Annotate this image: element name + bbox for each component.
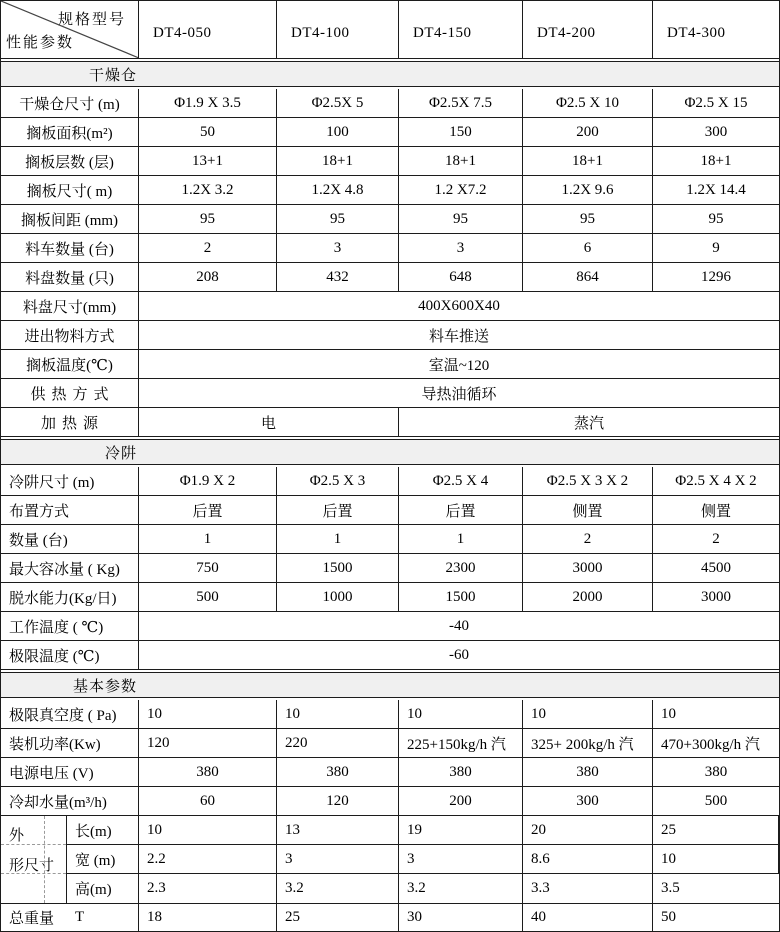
row-label: 冷却水量(m³/h) [1, 787, 139, 815]
row-label [1, 904, 139, 931]
table-row [1, 263, 779, 292]
table-cell: 10 [661, 705, 676, 722]
table-cell: Φ2.5 X 3 X 2 [523, 467, 653, 495]
table-cell: 1 [277, 525, 399, 553]
table-row [1, 89, 779, 118]
table-cell: Φ2.5 X 3 [277, 467, 399, 495]
table-row [1, 379, 779, 408]
dims-sub-label: 高(m) [67, 874, 139, 903]
table-cell: 500 [139, 583, 277, 611]
dims-dotted-gridline [1, 873, 66, 874]
table-cell: 325+ 200kg/h 汽 [523, 729, 653, 757]
table-cell: 20 [523, 816, 653, 845]
table-cell: Φ1.9 X 3.5 [139, 89, 277, 117]
table-cell-merged: -60 [449, 646, 469, 663]
table-cell: 220 [277, 729, 399, 757]
table-row [1, 758, 779, 787]
table-cell: 120 [277, 787, 399, 815]
table-cell: 150 [399, 118, 523, 146]
table-cell: 2 [139, 234, 277, 262]
corner-label-bottom: 性能参数 [6, 35, 75, 51]
table-row [1, 147, 779, 176]
section-title: 冷阱 [104, 445, 137, 462]
table-cell: 10 [277, 700, 399, 728]
row-label: 极限真空度 ( Pa) [1, 700, 139, 728]
table-cell: 19 [399, 816, 523, 845]
table-cell: 13+1 [139, 147, 277, 175]
table-cell: 4500 [701, 559, 731, 576]
table-cell: 侧置 [523, 496, 653, 524]
table-cell: 后置 [277, 496, 399, 524]
table-row [1, 234, 779, 263]
table-cell: 9 [712, 239, 720, 256]
rows-host [1, 61, 779, 931]
model-header-1: DT4-050 [139, 1, 277, 58]
table-cell-merged: 导热油循环 [421, 386, 497, 403]
table-cell-merged: -40 [449, 617, 469, 634]
table-row [1, 525, 779, 554]
table-cell: 1.2X 9.6 [523, 176, 653, 204]
table-cell: 2300 [399, 554, 523, 582]
table-header [1, 1, 779, 59]
table-cell: 10 [653, 845, 779, 874]
total-label: 总重量 [9, 911, 55, 927]
table-row [1, 350, 779, 379]
row-label: 电源电压 (V) [1, 758, 139, 786]
table-cell: 30 [399, 904, 523, 931]
dims-sub-label: 宽 (m) [67, 845, 139, 874]
row-label: 工作温度 ( ℃) [1, 612, 139, 640]
table-cell: 2.2 [139, 845, 277, 874]
section-title: 基本参数 [72, 678, 137, 695]
table-row [1, 729, 779, 758]
table-cell: 1500 [399, 583, 523, 611]
table-cell: 侧置 [700, 503, 731, 520]
table-cell: 380 [139, 758, 277, 786]
table-cell: 750 [139, 554, 277, 582]
table-cell: 95 [139, 205, 277, 233]
table-cell: 3 [277, 234, 399, 262]
table-cell: 432 [277, 263, 399, 291]
model-header-5: DT4-300 [667, 25, 726, 41]
table-cell: 200 [523, 118, 653, 146]
row-label: 加热源 [1, 408, 139, 436]
table-cell: 95 [277, 205, 399, 233]
model-header-3: DT4-150 [399, 1, 523, 58]
table-row [1, 787, 779, 816]
model-header-2: DT4-100 [277, 1, 399, 58]
table-cell: 1.2X 14.4 [686, 181, 746, 198]
row-label: 搁板尺寸( m) [1, 176, 139, 204]
dims-outer-cell [1, 816, 67, 903]
row-label: 供热方式 [1, 379, 139, 407]
row-label: 数量 (台) [1, 525, 139, 553]
section-header [1, 439, 779, 465]
table-cell: 3.2 [277, 874, 399, 903]
dims-outer-text: 外 [9, 828, 25, 844]
table-cell: 后置 [399, 496, 523, 524]
table-cell: 380 [523, 758, 653, 786]
table-cell: 225+150kg/h 汽 [399, 729, 523, 757]
table-cell: 380 [277, 758, 399, 786]
table-cell: 100 [277, 118, 399, 146]
table-cell: 3.5 [661, 880, 680, 896]
table-row [1, 904, 779, 931]
table-cell: 470+300kg/h 汽 [661, 736, 760, 753]
table-cell: 95 [708, 210, 724, 227]
section-header [1, 61, 779, 87]
dims-dotted-gridline [44, 816, 45, 903]
table-cell: Φ2.5X 5 [277, 89, 399, 117]
section-title: 干燥仓 [88, 67, 137, 84]
table-cell: 8.6 [523, 845, 653, 874]
table-cell: 380 [704, 763, 728, 780]
table-cell: 1296 [701, 268, 731, 285]
model-header-4: DT4-200 [523, 1, 653, 58]
table-row [1, 118, 779, 147]
table-cell: 3 [277, 845, 399, 874]
table-row [1, 205, 779, 234]
table-cell: 10 [523, 700, 653, 728]
table-cell: 2 [523, 525, 653, 553]
table-row [1, 612, 779, 641]
table-cell: 1.2X 3.2 [139, 176, 277, 204]
table-cell: 208 [139, 263, 277, 291]
row-label: 料盘尺寸(mm) [1, 292, 139, 320]
table-cell: 1.2 X7.2 [399, 176, 523, 204]
table-cell: 2000 [523, 583, 653, 611]
table-cell: 1.2X 4.8 [277, 176, 399, 204]
table-cell: 300 [523, 787, 653, 815]
table-cell: 3000 [523, 554, 653, 582]
table-cell: 3 [399, 845, 523, 874]
row-label: 进出物料方式 [1, 321, 139, 349]
table-cell: 1000 [277, 583, 399, 611]
table-cell: 95 [523, 205, 653, 233]
row-label: 料车数量 (台) [1, 234, 139, 262]
row-label: 搁板间距 (mm) [1, 205, 139, 233]
table-cell: 后置 [139, 496, 277, 524]
table-row [1, 321, 779, 350]
table-cell: 3.2 [399, 874, 523, 903]
corner-cell [1, 1, 139, 58]
dims-outer-text: 形尺寸 [9, 858, 55, 874]
table-cell: Φ2.5 X 4 [399, 467, 523, 495]
row-label: 搁板面积(m²) [1, 118, 139, 146]
row-label: 脱水能力(Kg/日) [1, 583, 139, 611]
table-cell: Φ2.5 X 15 [684, 94, 748, 111]
table-cell: 18+1 [523, 147, 653, 175]
row-label: 搁板温度(℃) [1, 350, 139, 378]
row-label: 冷阱尺寸 (m) [1, 467, 139, 495]
row-label: 料盘数量 (只) [1, 263, 139, 291]
table-cell: 3000 [701, 588, 731, 605]
table-cell: 95 [399, 205, 523, 233]
table-cell: 648 [399, 263, 523, 291]
table-cell: 1500 [277, 554, 399, 582]
table-cell: 18+1 [399, 147, 523, 175]
row-label: 装机功率(Kw) [1, 729, 139, 757]
table-cell: 10 [139, 700, 277, 728]
table-cell: Φ1.9 X 2 [139, 467, 277, 495]
table-row [1, 176, 779, 205]
table-cell-merged: 室温~120 [428, 357, 490, 374]
table-row [1, 292, 779, 321]
row-label: 搁板层数 (层) [1, 147, 139, 175]
row-label: 布置方式 [1, 496, 139, 524]
table-cell: 50 [139, 118, 277, 146]
table-cell: 18+1 [277, 147, 399, 175]
row-label: 最大容冰量 ( Kg) [1, 554, 139, 582]
table-cell: 18+1 [700, 152, 732, 169]
table-row [1, 554, 779, 583]
table-cell: 60 [139, 787, 277, 815]
table-row [1, 641, 779, 670]
table-cell: 300 [704, 123, 728, 140]
table-cell-merged: 电 [139, 408, 399, 436]
total-unit: T [75, 909, 85, 925]
table-cell: 864 [523, 263, 653, 291]
table-cell: 380 [399, 758, 523, 786]
dims-dotted-gridline [1, 844, 66, 845]
table-row [1, 496, 779, 525]
table-row [1, 408, 779, 437]
table-cell: Φ2.5 X 4 X 2 [675, 472, 757, 489]
table-cell: 25 [653, 816, 779, 845]
table-cell: 120 [139, 729, 277, 757]
section-header [1, 672, 779, 698]
table-cell: 13 [277, 816, 399, 845]
dims-sub-label: 长(m) [67, 816, 139, 845]
table-cell-merged: 蒸汽 [573, 415, 604, 432]
table-cell: 40 [523, 904, 653, 931]
row-label: 干燥仓尺寸 (m) [1, 89, 139, 117]
row-label: 极限温度 (℃) [1, 641, 139, 669]
table-cell: Φ2.5 X 10 [523, 89, 653, 117]
table-cell: 10 [139, 816, 277, 845]
table-cell: 500 [704, 792, 728, 809]
table-cell: 18 [139, 904, 277, 931]
table-row [1, 467, 779, 496]
table-cell: 2.3 [139, 874, 277, 903]
table-row [1, 583, 779, 612]
corner-label-top: 规格型号 [57, 12, 126, 28]
table-cell: 1 [139, 525, 277, 553]
outer-dims-group [1, 816, 779, 904]
table-cell: 25 [277, 904, 399, 931]
table-cell: 50 [661, 909, 676, 925]
table-cell-merged: 400X600X40 [418, 297, 500, 314]
table-cell: 1 [399, 525, 523, 553]
table-cell: Φ2.5X 7.5 [399, 89, 523, 117]
table-cell: 200 [399, 787, 523, 815]
table-cell: 10 [399, 700, 523, 728]
table-cell-merged: 料车推送 [428, 328, 489, 345]
table-row [1, 700, 779, 729]
table-cell: 6 [523, 234, 653, 262]
table-cell: 3.3 [523, 874, 653, 903]
table-cell: 2 [712, 530, 720, 547]
table-cell: 3 [399, 234, 523, 262]
